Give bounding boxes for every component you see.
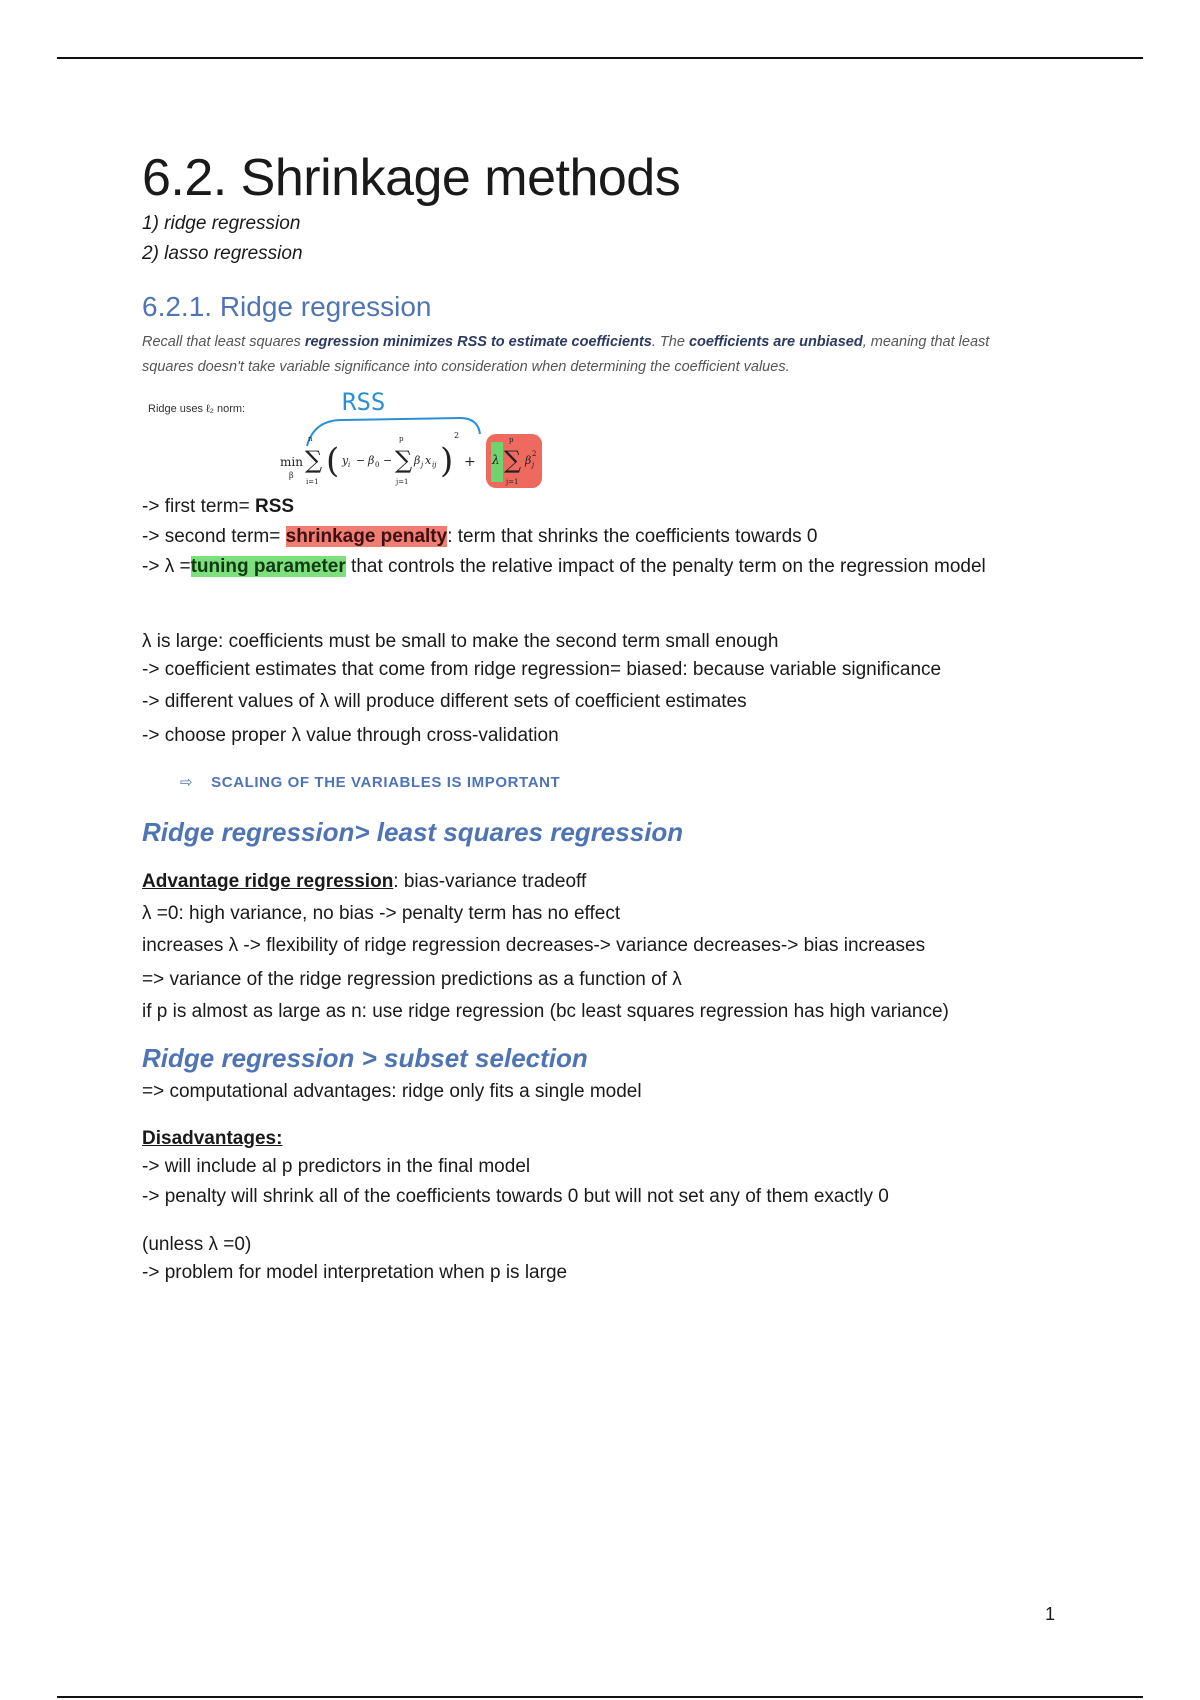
bottom-rule xyxy=(57,1696,1143,1698)
svg-text:): ) xyxy=(440,441,454,481)
tuning-parameter-highlight: tuning parameter xyxy=(190,556,346,577)
svg-text:λ: λ xyxy=(492,453,500,467)
scaling-note-text: SCALING OF THE VARIABLES IS IMPORTANT xyxy=(211,774,561,791)
min-subscript: β xyxy=(289,471,294,480)
svg-text:i: i xyxy=(348,461,351,469)
svg-text:0: 0 xyxy=(375,461,380,469)
ridge-vs-ls-line: increases λ -> flexibility of ridge regression decreases-> variance decreases-> bias increases xyxy=(142,935,926,956)
recall-emphasis: regression minimizes RSS to estimate coefficients xyxy=(304,334,652,350)
disadvantage-line: -> problem for model interpretation when p is large xyxy=(142,1262,568,1283)
svg-text:2: 2 xyxy=(454,431,460,440)
lambda-line xyxy=(142,556,986,578)
page-title: 6.2. Shrinkage methods xyxy=(142,149,681,207)
ridge-vs-ls-heading: Ridge regression> least squares regression xyxy=(142,817,684,847)
recall-emphasis: coefficients are unbiased xyxy=(688,334,863,350)
first-term-bold: RSS xyxy=(254,496,295,517)
svg-text:j: j xyxy=(421,461,424,469)
svg-text:2: 2 xyxy=(532,450,537,458)
advantage-suffix: : bias-variance tradeoff xyxy=(393,871,587,892)
svg-text:j: j xyxy=(532,461,535,469)
svg-text:ij: ij xyxy=(432,461,437,469)
second-term-text: -> second term= xyxy=(142,526,286,547)
recall-paragraph xyxy=(142,330,1042,380)
svg-text:+: + xyxy=(464,454,476,470)
disadvantage-line: -> penalty will shrink all of the coefficients towards 0 but will not set any of them exactly 0 xyxy=(142,1186,889,1207)
svg-text:j=1: j=1 xyxy=(396,478,409,486)
page-number: 1 xyxy=(1045,1604,1056,1624)
svg-text:∑: ∑ xyxy=(395,446,413,474)
disadvantages-label xyxy=(142,1128,282,1150)
large-lambda-line: -> choose proper λ value through cross-validation xyxy=(142,725,559,746)
advantage-line xyxy=(142,871,586,893)
svg-text:−: − xyxy=(356,454,366,467)
svg-text:−: − xyxy=(383,454,393,467)
svg-text:β: β xyxy=(368,454,375,467)
svg-text:y: y xyxy=(342,454,349,467)
svg-text:β: β xyxy=(525,454,532,467)
recall-text: . The xyxy=(651,334,689,350)
rss-handwritten-label: RSS xyxy=(342,388,386,416)
scaling-note xyxy=(180,773,560,791)
svg-text:i=1: i=1 xyxy=(306,478,319,486)
shrinkage-penalty-highlight: shrinkage penalty xyxy=(285,526,448,547)
formula-caption: Ridge uses ℓ₂ norm: xyxy=(148,403,246,415)
ridge-vs-subset-line: => computational advantages: ridge only fits a single model xyxy=(142,1081,642,1102)
min-label: min xyxy=(280,455,303,469)
svg-text:n: n xyxy=(308,435,313,443)
ridge-vs-ls-line: => variance of the ridge regression predictions as a function of λ xyxy=(142,969,682,990)
large-lambda-line: -> different values of λ will produce different sets of coefficient estimates xyxy=(142,691,747,712)
svg-text:x: x xyxy=(425,454,432,467)
first-term-text: -> first term= xyxy=(142,496,255,517)
disadvantage-line: (unless λ =0) xyxy=(142,1234,252,1255)
svg-text:p: p xyxy=(399,435,404,443)
disadvantages-label-text: Disadvantages: xyxy=(142,1128,283,1149)
svg-text:p: p xyxy=(509,436,514,444)
method-list-item: 2) lasso regression xyxy=(142,243,303,264)
ridge-vs-ls-line: λ =0: high variance, no bias -> penalty term has no effect xyxy=(142,903,621,924)
top-rule xyxy=(57,57,1143,59)
method-list-item: 1) ridge regression xyxy=(142,213,301,234)
advantage-label: Advantage ridge regression xyxy=(142,871,394,892)
svg-text:j=1: j=1 xyxy=(506,478,519,486)
disadvantage-line: -> will include al p predictors in the final model xyxy=(142,1156,531,1177)
lambda-suffix: that controls the relative impact of the penalty term on the regression model xyxy=(345,556,986,577)
svg-text:∑: ∑ xyxy=(305,446,323,474)
ridge-vs-subset-heading: Ridge regression > subset selection xyxy=(142,1043,588,1073)
large-lambda-line: -> coefficient estimates that come from ridge regression= biased: because variable significance xyxy=(142,659,942,680)
second-term-suffix: : term that shrinks the coefficients towards 0 xyxy=(447,526,818,547)
first-term-line xyxy=(142,496,294,518)
large-lambda-line: λ is large: coefficients must be small to make the second term small enough xyxy=(142,631,779,652)
ridge-vs-ls-line: if p is almost as large as n: use ridge regression (bc least squares regression has high variance) xyxy=(142,1001,949,1022)
svg-text:∑: ∑ xyxy=(504,446,522,474)
ridge-formula-figure xyxy=(142,384,552,492)
svg-text:(: ( xyxy=(326,441,340,481)
second-term-line xyxy=(142,526,818,548)
section-heading: 6.2.1. Ridge regression xyxy=(142,291,432,322)
svg-text:β: β xyxy=(414,454,421,467)
lambda-text: -> λ = xyxy=(142,556,191,577)
arrow-right-icon: ⇨ xyxy=(180,774,194,791)
recall-text: Recall that least squares xyxy=(142,334,305,350)
recall-text: , meaning that least squares doesn't take variable significance into consideration when determining the coefficient values. xyxy=(142,334,990,375)
